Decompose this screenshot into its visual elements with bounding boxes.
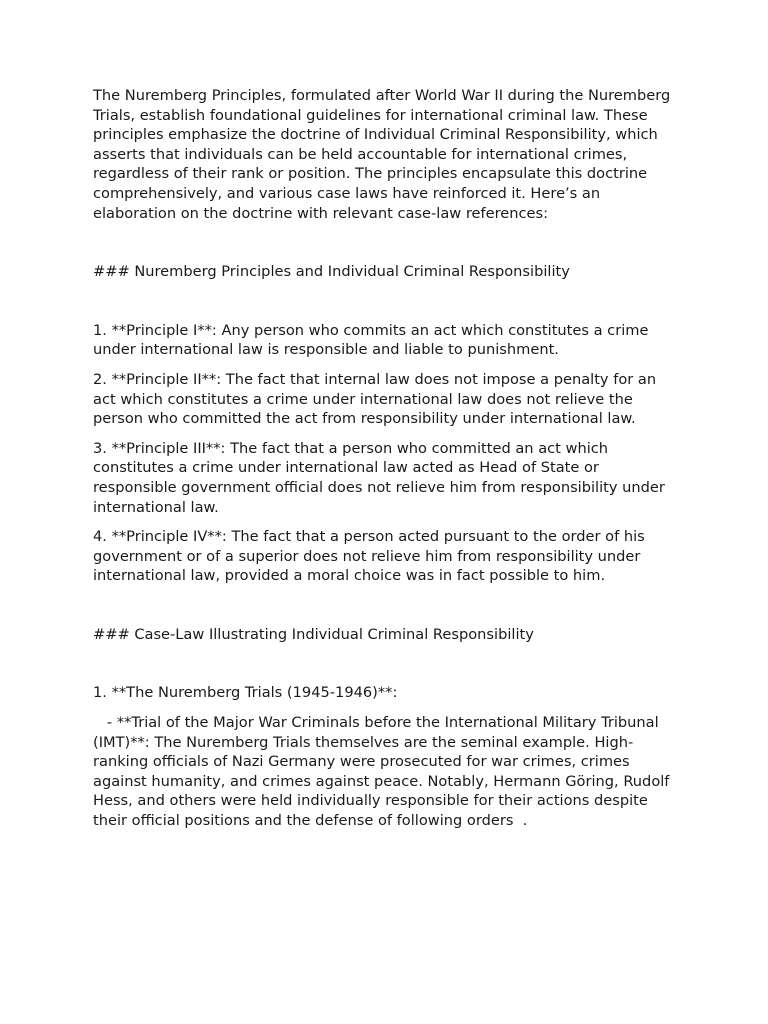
document-body xyxy=(93,86,683,831)
section-heading-principles: ### Nuremberg Principles and Individual Criminal Responsibility xyxy=(93,263,570,281)
principle-item: 4. **Principle IV**: The fact that a person acted pursuant to the order of his government or of a superior does not relieve him from responsibility under international law, provided a moral choice was in fact possible to him. xyxy=(93,528,645,585)
principle-item: 3. **Principle III**: The fact that a person who committed an act which constitutes a crime under international law acted as Head of State or responsible government official does not relieve him from responsibility under international law. xyxy=(93,439,665,516)
section-heading-case-law: ### Case-Law Illustrating Individual Criminal Responsibility xyxy=(93,625,534,643)
principle-item: 2. **Principle II**: The fact that internal law does not impose a penalty for an act which constitutes a crime under international law does not relieve the person who committed the act from responsibility under international law. xyxy=(93,370,657,428)
case-title: 1. **The Nuremberg Trials (1945-1946)**: xyxy=(93,684,398,702)
case-detail: - **Trial of the Major War Criminals before the International Military Tribunal (IMT)**: The Nuremberg Trials themselves are the seminal example. High-ranking officials of Nazi Germany were prosecuted for war crimes, crimes against humanity, and crimes against peace. Notably, Hermann Göring, Rudolf Hess, and others were held individually responsible for their actions despite their official positions and the defense of following orders . xyxy=(93,714,675,830)
principle-item: 1. **Principle I**: Any person who commits an act which constitutes a crime under international law is responsible and liable to punishment. xyxy=(93,321,649,359)
intro-paragraph: The Nuremberg Principles, formulated after World War II during the Nuremberg Trials, establish foundational guidelines for international criminal law. These principles emphasize the doctrine of Individual Criminal Responsibility, which asserts that individuals can be held accountable for international crimes, regardless of their rank or position. The principles encapsulate this doctrine comprehensively, and various case laws have reinforced it. Here’s an elaboration on the doctrine with relevant case-law references: xyxy=(93,87,671,222)
